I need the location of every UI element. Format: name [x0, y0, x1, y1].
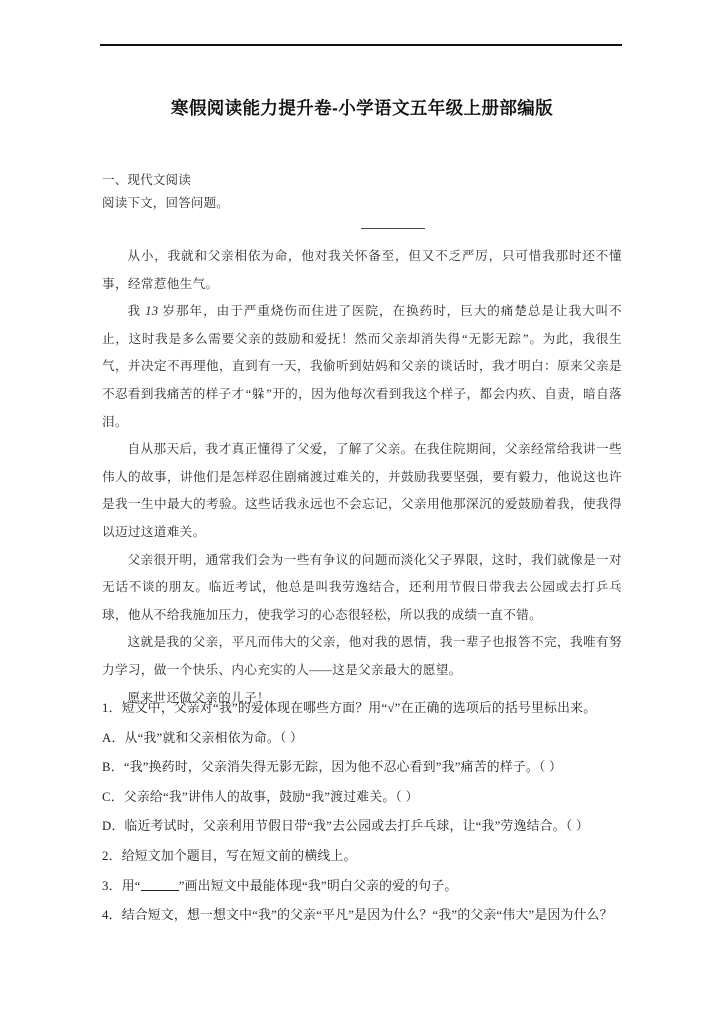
questions-list [102, 694, 636, 931]
question-option-b: B．“我”换药时，父亲消失得无影无踪，因为他不忍心看到”我”痛苦的样子。（ ） [102, 760, 563, 775]
question-item-3-suffix: ”画出短文中最能体现“我”明白父亲的爱的句子。 [178, 878, 458, 893]
question-item-3 [102, 872, 636, 902]
passage-body [102, 243, 622, 712]
title-answer-blank [361, 228, 425, 229]
passage-paragraph: 愿来世还做父亲的儿子！ [127, 690, 270, 705]
question-item-4: 4．结合短文，想一想文中“我”的父亲“平凡”是因为什么？“我”的父亲“伟大”是因为什么？ [102, 908, 613, 923]
question-item-3-prefix: 3．用“ [102, 878, 141, 893]
question-item-2: 2．给短文加个题目，写在短文前的横线上。 [102, 848, 357, 863]
page-title: 寒假阅读能力提升卷-小学语文五年级上册部编版 [170, 98, 554, 118]
passage-paragraph: 父亲很开明，通常我们会为一些有争议的问题而淡化父子界限，这时，我们就像是一对无话不谈的朋友。临近考试，他总是叫我劳逸结合，还利用节假日带我去公园或去打乒乓球，他从不给我施加压力，使我学习的心态很轻松，所以我的成绩一直不错。 [102, 552, 622, 622]
passage-paragraph: 这就是我的父亲，平凡而伟大的父亲，他对我的恩情，我一辈子也报答不完，我唯有努力学习，做一个快乐、内心充实的人——这是父亲最大的愿望。 [102, 635, 622, 677]
question-item-3-blank [141, 890, 179, 891]
question-item-1: 1．短文中，父亲对“我”的爱体现在哪些方面？用“√”在正确的选项后的括号里标出来。 [102, 701, 597, 715]
question-option-c: C．父亲给“我”讲伟人的故事，鼓励“我”渡过难关。（ ） [102, 789, 419, 804]
header-rule [100, 44, 622, 46]
passage-paragraph: 我 13 岁那年，由于严重烧伤而住进了医院，在换药时，巨大的痛楚总是让我大叫不止，这时我是多么需要父亲的鼓励和爱抚！然而父亲却消失得“无影无踪”。为此，我很生气，并决定不再理他，直到有一天，我偷听到姑妈和父亲的谈话时，我才明白：原来父亲是不忍看到我痛苦的样子才“躲”开的，因为他每次看到我这个样子，都会内疚、自责，暗自落泪。 [102, 304, 622, 429]
question-option-d: D．临近考试时，父亲利用节假日带“我”去公园或去打乒乓球，让“我”劳逸结合。（ ） [102, 819, 589, 834]
reading-instruction: 阅读下文，回答问题。 [102, 196, 230, 210]
question-option-a: A．从“我”就和父亲相依为命。（ ） [102, 730, 304, 745]
section-heading: 一、现代文阅读 [102, 173, 191, 187]
passage-paragraph: 自从那天后，我才真正懂得了父爱，了解了父亲。在我住院期间，父亲经常给我讲一些伟人的故事，讲他们是怎样忍住剧痛渡过难关的，并鼓励我要坚强，要有毅力，他说这也许是我一生中最大的考验。这些话我永远也不会忘记，父亲用他那深沉的爱鼓励着我，使我得以迈过这道难关。 [102, 442, 622, 539]
passage-paragraph: 从小，我就和父亲相依为命，他对我关怀备至，但又不乏严厉，只可惜我那时还不懂事，经常惹他生气。 [102, 249, 622, 291]
